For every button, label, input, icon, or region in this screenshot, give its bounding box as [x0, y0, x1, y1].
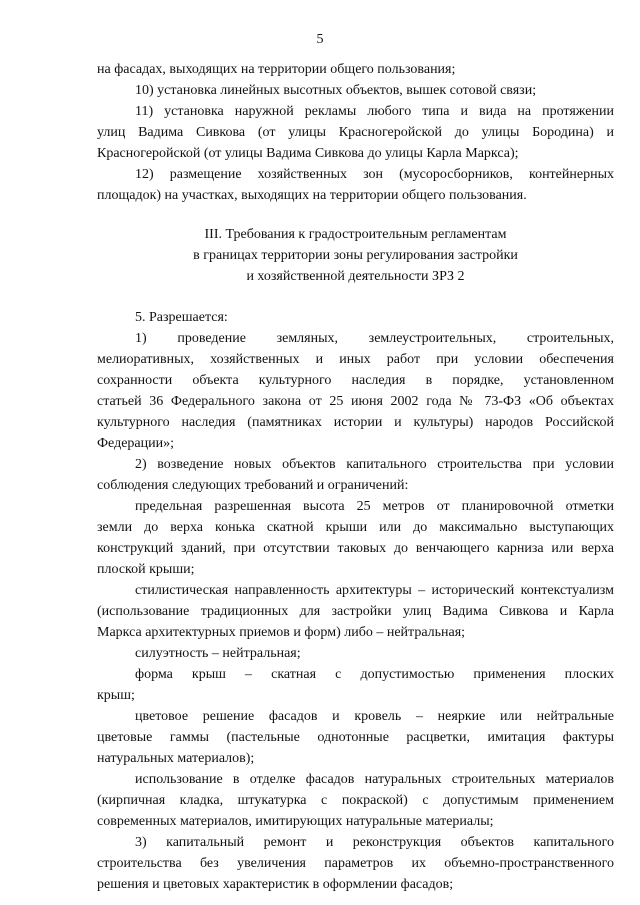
text-line: улиц Вадима Сивкова (от улицы Красногеройской до улицы Бородина) и — [97, 125, 614, 140]
text-line: конструкций зданий, при отсутствии таковых до венчающего карниза или верха — [97, 541, 614, 556]
text-line: крыш; — [97, 688, 135, 703]
text-line: Маркса архитектурных приемов и форм) либо – нейтральная; — [97, 625, 466, 640]
text-line: силуэтность – нейтральная; — [135, 646, 301, 661]
text-line: Федерации»; — [97, 436, 175, 451]
text-line: мелиоративных, хозяйственных и иных работ при условии обеспечения — [97, 352, 614, 367]
text-line: плоской крыши; — [97, 562, 195, 577]
text-line: современных материалов, имитирующих натуральные материалы; — [97, 814, 494, 829]
text-line: на фасадах, выходящих на территории общего пользования; — [97, 62, 456, 77]
text-line: (кирпичная кладка, штукатурка с покраской) с допустимым применением — [97, 793, 614, 808]
text-line: Красногеройской (от улицы Вадима Сивкова до улицы Карла Маркса); — [97, 146, 519, 161]
text-line: цветовые гаммы (пастельные однотонные расцветки, имитация фактуры — [97, 730, 614, 745]
text-line: предельная разрешенная высота 25 метров от планировочной отметки — [135, 499, 614, 514]
text-line: форма крыш – скатная с допустимостью применения плоских — [135, 667, 614, 682]
text-line: цветовое решение фасадов и кровель – неяркие или нейтральные — [135, 709, 614, 724]
section-heading: в границах территории зоны регулирования застройки — [193, 248, 518, 263]
text-line: статьей 36 Федерального закона от 25 июня 2002 года № 73-ФЗ «Об объектах — [97, 394, 614, 409]
text-line: площадок) на участках, выходящих на территории общего пользования. — [97, 188, 527, 203]
text-line: строительства без увеличения параметров их объемно-пространственного — [97, 856, 614, 871]
text-line: соблюдения следующих требований и ограничений: — [97, 478, 409, 493]
text-line: натуральных материалов); — [97, 751, 255, 766]
text-line: 2) возведение новых объектов капитального строительства при условии — [135, 457, 614, 472]
text-line: стилистическая направленность архитектуры – исторический контекстуализм — [135, 583, 614, 598]
text-line: земли до верха конька скатной крыши или до максимально выступающих — [97, 520, 614, 535]
text-line: 1) проведение земляных, землеустроительных, строительных, — [135, 331, 614, 346]
text-line: 3) капитальный ремонт и реконструкция объектов капитального — [135, 835, 614, 850]
section-heading: III. Требования к градостроительным регламентам — [204, 227, 507, 242]
text-line: 10) установка линейных высотных объектов, вышек сотовой связи; — [135, 83, 537, 98]
page-number: 5 — [316, 32, 324, 47]
text-line: использование в отделке фасадов натуральных строительных материалов — [135, 772, 614, 787]
text-line: культурного наследия (памятниках истории и культуры) народов Российской — [97, 415, 614, 430]
text-line: сохранности объекта культурного наследия в порядке, установленном — [97, 373, 614, 388]
text-line: (использование традиционных для застройки улиц Вадима Сивкова и Карла — [97, 604, 614, 619]
text-line: 5. Разрешается: — [135, 310, 228, 325]
section-heading: и хозяйственной деятельности ЗРЗ 2 — [246, 269, 465, 284]
text-line: 11) установка наружной рекламы любого типа и вида на протяжении — [135, 104, 614, 119]
text-line: решения и цветовых характеристик в оформлении фасадов; — [97, 877, 454, 892]
text-line: 12) размещение хозяйственных зон (мусоросборников, контейнерных — [135, 167, 614, 182]
